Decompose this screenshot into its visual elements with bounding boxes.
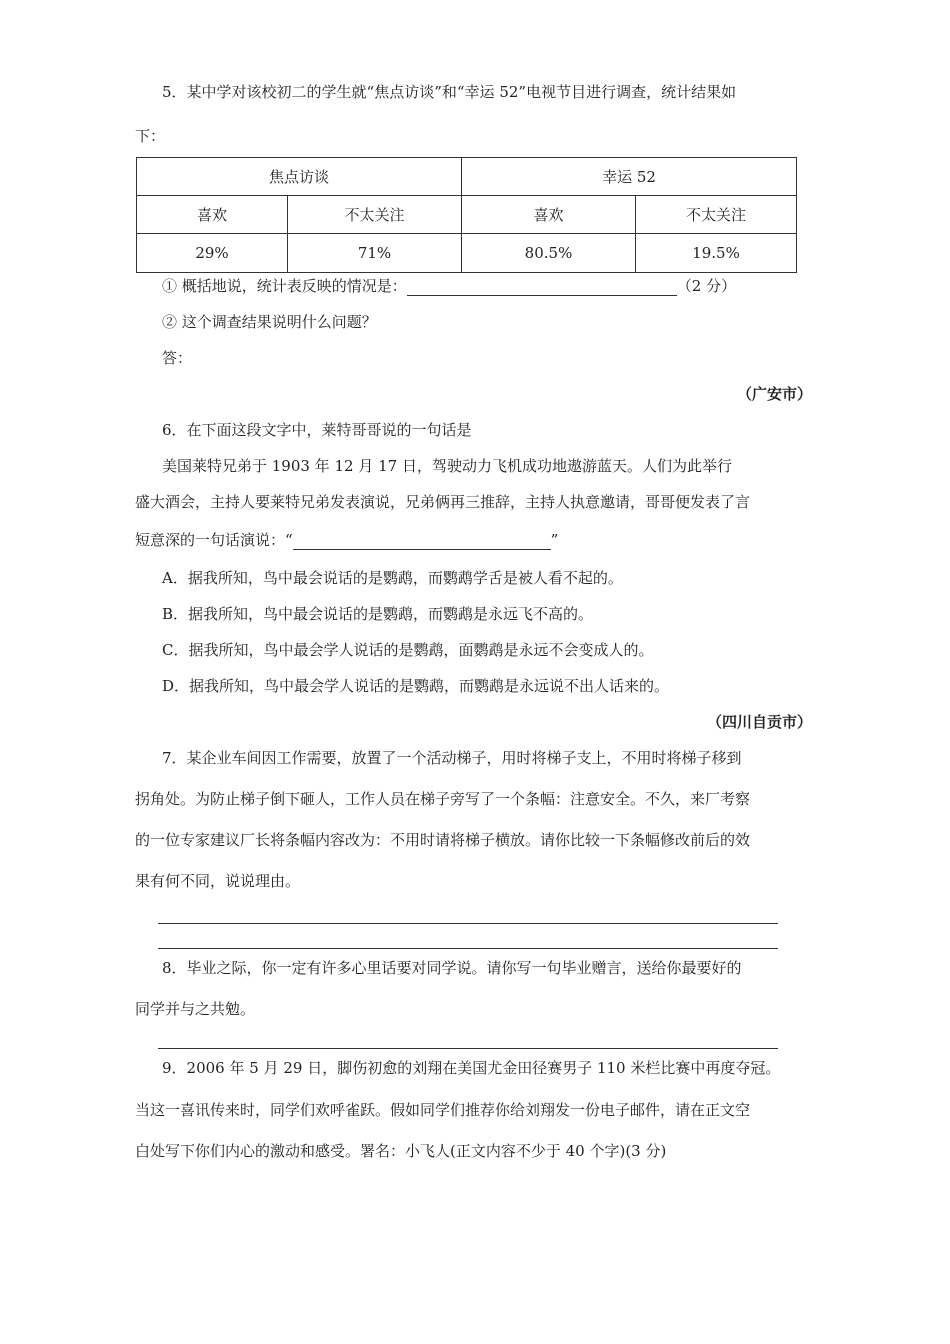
q9-line-1: 9．2006 年 5 月 29 日，脚伤初愈的刘翔在美国尤金田径赛男子 110 米栏比赛中再度夺冠。	[162, 1059, 781, 1077]
q5-intro-line-2: 下：	[135, 127, 166, 145]
q9-line-3: 白处写下你们内心的激动和感受。署名：小飞人(正文内容不少于 40 个字)(3 分)	[135, 1142, 667, 1160]
q7-answer-line-2[interactable]	[158, 948, 778, 949]
q5-intro-line-1: 5．某中学对该校初二的学生就“焦点访谈”和“幸运 52”电视节目进行调查，统计结果如	[162, 83, 737, 101]
q8-answer-line[interactable]	[158, 1048, 778, 1049]
source-zigong: （四川自贡市）	[706, 713, 812, 731]
q5-sub1-answer-blank[interactable]	[407, 277, 677, 296]
q9-line-2: 当这一喜讯传来时，同学们欢呼雀跃。假如同学们推荐你给刘翔发一份电子邮件，请在正文空	[135, 1101, 751, 1119]
q6-option-b: B．据我所知，鸟中最会说话的是鹦鹉，而鹦鹉是永远飞不高的。	[162, 605, 594, 623]
q6-intro: 6．在下面这段文字中，莱特哥哥说的一句话是	[162, 421, 472, 439]
q6-para-line-3	[135, 530, 558, 550]
q6-option-d: D．据我所知，鸟中最会学人说话的是鹦鹉，而鹦鹉是永远说不出人话来的。	[162, 677, 670, 695]
q7-answer-line-1[interactable]	[158, 923, 778, 924]
q7-line-4: 果有何不同，说说理由。	[135, 872, 301, 890]
table-subheader-indifferent-2: 不太关注	[636, 196, 797, 234]
table-cell-value: 71%	[288, 234, 462, 273]
q6-option-a: A．据我所知，鸟中最会说话的是鹦鹉，而鹦鹉学舌是被人看不起的。	[162, 569, 623, 587]
q6-option-c: C．据我所知，鸟中最会学人说话的是鹦鹉，面鹦鹉是永远不会变成人的。	[162, 641, 654, 659]
table-cell-value: 29%	[137, 234, 288, 273]
table-header-program-1: 焦点访谈	[137, 158, 462, 196]
table-header-program-2: 幸运 52	[462, 158, 797, 196]
source-guangan: （广安市）	[736, 385, 812, 403]
q6-quote-blank[interactable]	[293, 531, 551, 550]
table-subheader-like-2: 喜欢	[462, 196, 636, 234]
table-subheader-like-1: 喜欢	[137, 196, 288, 234]
table-cell-value: 19.5%	[636, 234, 797, 273]
q5-sub1-score: （2 分）	[676, 277, 737, 295]
q5-sub1	[162, 276, 736, 296]
q6-quote-suffix: ”	[550, 531, 559, 549]
q7-line-2: 拐角处。为防止梯子倒下砸人，工作人员在梯子旁写了一个条幅：注意安全。不久，来厂考察	[135, 790, 751, 808]
table-subheader-indifferent-1: 不太关注	[288, 196, 462, 234]
q6-para-line-1: 美国莱特兄弟于 1903 年 12 月 17 日，驾驶动力飞机成功地遨游蓝天。人们为此举行	[162, 457, 732, 475]
q5-sub2: ② 这个调查结果说明什么问题？	[162, 313, 377, 331]
survey-table	[136, 157, 797, 273]
q5-sub1-label: ① 概括地说，统计表反映的情况是：	[162, 277, 407, 295]
q7-line-1: 7．某企业车间因工作需要，放置了一个活动梯子，用时将梯子支上，不用时将梯子移到	[162, 749, 742, 767]
table-cell-value: 80.5%	[462, 234, 636, 273]
q8-line-1: 8．毕业之际，你一定有许多心里话要对同学说。请你写一句毕业赠言，送给你最要好的	[162, 959, 742, 977]
q5-answer-label: 答：	[162, 349, 193, 367]
q6-quote-prefix: 短意深的一句话演说：“	[135, 531, 293, 549]
q7-line-3: 的一位专家建议厂长将条幅内容改为：不用时请将梯子横放。请你比较一下条幅修改前后的效	[135, 831, 751, 849]
q6-para-line-2: 盛大酒会，主持人要莱特兄弟发表演说，兄弟俩再三推辞，主持人执意邀请，哥哥便发表了言	[135, 493, 751, 511]
q8-line-2: 同学并与之共勉。	[135, 1000, 256, 1018]
